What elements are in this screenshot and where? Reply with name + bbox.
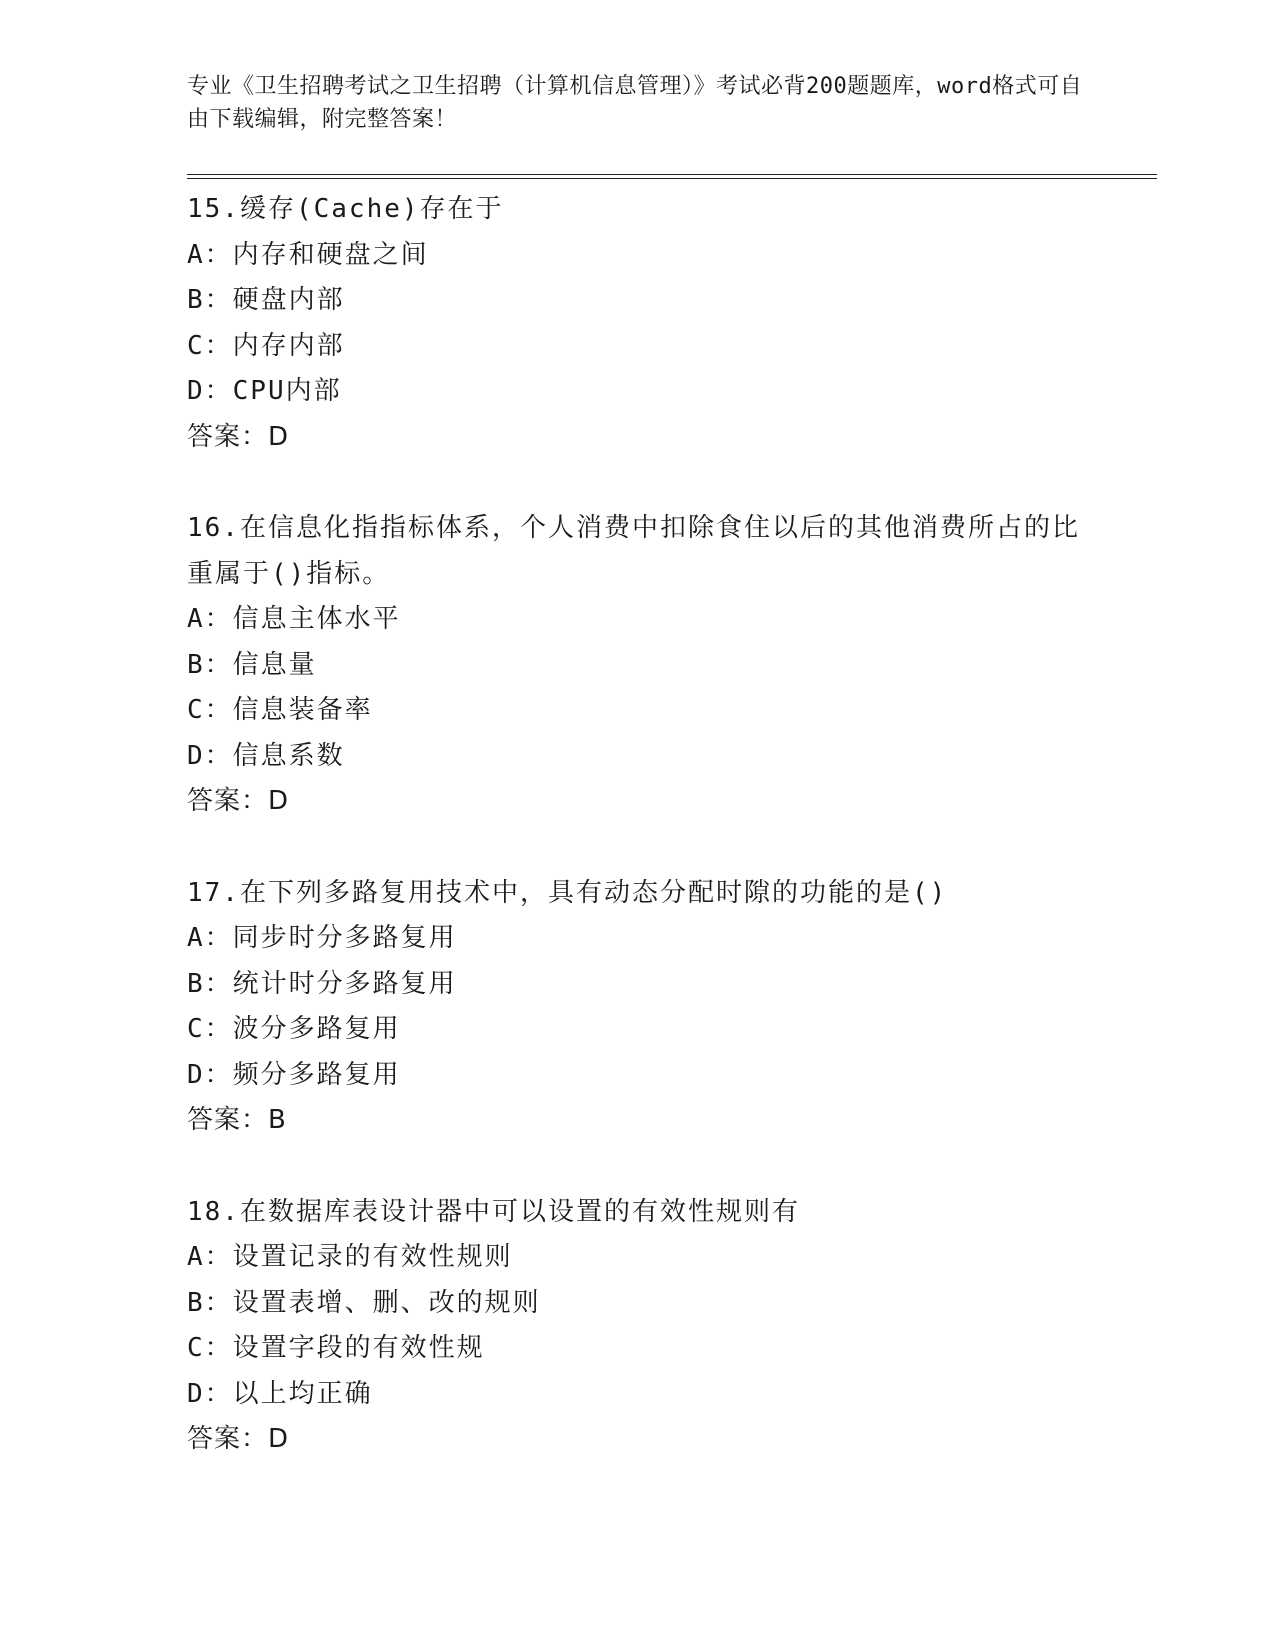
question-17	[187, 871, 1157, 1144]
option-a: A：同步时分多路复用	[187, 923, 457, 953]
question-15	[187, 187, 1157, 460]
question-list	[187, 187, 1157, 1463]
option-b: B：统计时分多路复用	[187, 968, 457, 999]
answer-line: 答案：D	[187, 786, 290, 816]
document-header: 专业《卫生招聘考试之卫生招聘（计算机信息管理）》考试必背200题题库，word格式可自由下载编辑，附完整答案！	[187, 74, 1083, 132]
option-b: B：信息量	[187, 649, 317, 680]
option-c: C：信息装备率	[187, 695, 373, 725]
option-c: C：设置字段的有效性规	[187, 1333, 485, 1363]
option-a: A：设置记录的有效性规则	[187, 1242, 513, 1272]
header-divider	[187, 174, 1157, 179]
option-a: A：信息主体水平	[187, 604, 401, 634]
answer-line: 答案：B	[187, 1105, 287, 1135]
option-b: B：硬盘内部	[187, 285, 345, 315]
option-b: B：设置表增、删、改的规则	[187, 1287, 541, 1318]
question-stem: 18.在数据库表设计器中可以设置的有效性规则有	[187, 1196, 800, 1227]
document-page	[187, 70, 1157, 1509]
option-d: D：CPU内部	[187, 376, 342, 406]
option-c: C：波分多路复用	[187, 1014, 401, 1044]
option-a: A：内存和硬盘之间	[187, 239, 429, 270]
question-stem: 16.在信息化指指标体系，个人消费中扣除食住以后的其他消费所占的比重属于()指标。	[187, 513, 1080, 589]
divider-line-top	[187, 174, 1157, 175]
option-d: D：信息系数	[187, 740, 345, 771]
question-stem: 15.缓存(Cache)存在于	[187, 194, 504, 224]
option-d: D：以上均正确	[187, 1378, 373, 1409]
divider-line-bottom	[187, 178, 1157, 179]
option-c: C：内存内部	[187, 330, 345, 361]
option-d: D：频分多路复用	[187, 1059, 401, 1090]
question-16	[187, 506, 1157, 825]
question-18	[187, 1190, 1157, 1463]
question-stem: 17.在下列多路复用技术中，具有动态分配时隙的功能的是()	[187, 877, 948, 908]
answer-line: 答案：D	[187, 421, 290, 452]
answer-line: 答案：D	[187, 1424, 290, 1454]
